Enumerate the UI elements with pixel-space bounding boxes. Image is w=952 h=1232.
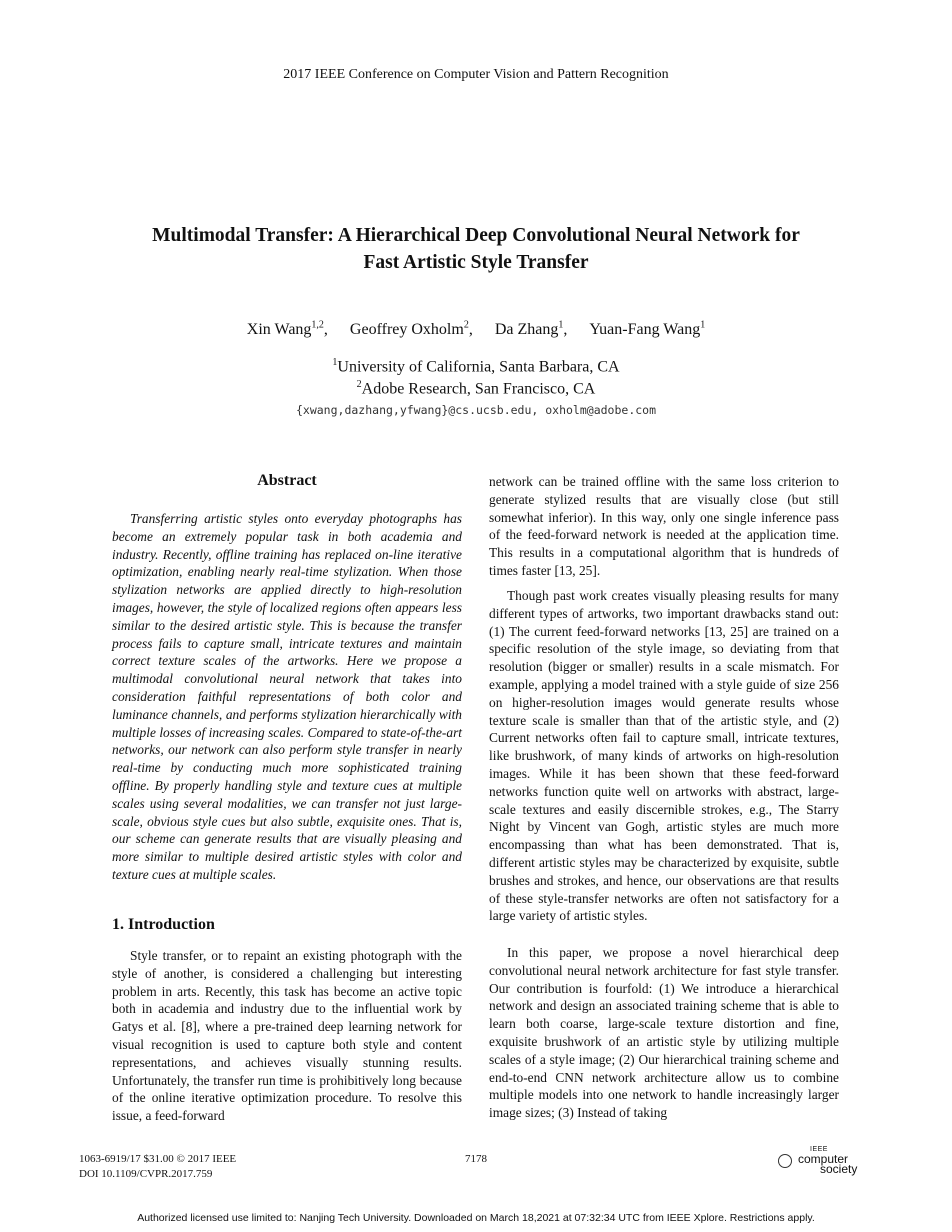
author-emails: {xwang,dazhang,yfwang}@cs.ucsb.edu, oxholm@adobe.com (295, 403, 657, 417)
paragraph-text: network can be trained offline with the same loss criterion to generate stylized results that are visually close (but still somewhat inferior). In this way, only one single inference pass of the feed-forward network is needed at the application time. This results in a computational algorithm that is hundreds of times faster [13, 25]. (489, 474, 839, 578)
logo-computer-text: computer (798, 1152, 849, 1166)
right-column-paragraph-1 (489, 473, 839, 580)
introduction-heading: 1. Introduction (112, 916, 215, 933)
author-affiliation-mark: 1 (700, 320, 706, 331)
author-affiliation-mark: 2 (463, 320, 469, 331)
author-4 (589, 321, 705, 338)
logo-ring-icon (778, 1154, 792, 1168)
author-separator: , (468, 321, 473, 339)
author-list (0, 320, 952, 339)
title-line-1: Multimodal Transfer: A Hierarchical Deep Convolutional Neural Network for (152, 225, 800, 246)
abstract-body (112, 510, 462, 884)
title-line-2: Fast Artistic Style Transfer (363, 252, 589, 273)
author-3 (495, 321, 568, 338)
conference-header: 2017 IEEE Conference on Computer Vision and Pattern Recognition (283, 67, 669, 82)
affiliation-text: University of California, Santa Barbara, CA (337, 358, 620, 376)
abstract-heading: Abstract (257, 472, 317, 489)
affiliation-mark: 2 (356, 379, 362, 390)
author-separator: , (563, 321, 568, 339)
license-notice: Authorized licensed use limited to: Nanjing Tech University. Downloaded on March 18,2021 at 07:32:34 UTC from IEEE Xplore. Restrictions apply. (137, 1212, 815, 1224)
author-name: Da Zhang (494, 321, 559, 339)
footer-price-line: 1063-6919/17 $31.00 © 2017 IEEE (79, 1153, 237, 1165)
affiliation-mark: 1 (332, 357, 338, 368)
footer-doi: DOI 10.1109/CVPR.2017.759 (79, 1168, 213, 1180)
author-2 (350, 321, 473, 338)
author-separator: , (323, 321, 328, 339)
right-column-paragraph-3 (489, 944, 839, 1122)
affiliation-1 (0, 357, 952, 376)
computer-society-logo (778, 1146, 860, 1176)
author-name: Xin Wang (246, 321, 312, 339)
introduction-body (112, 947, 462, 1125)
abstract-paragraph: Transferring artistic styles onto everyday photographs has become an extremely popular task in both academia and industry. Recently, offline training has replaced on-line iterative optimization, enabling nearly real-time stylization. When those stylization networks are applied directly to high-resolution images, however, the style of localized regions often appears less similar to the desired artistic style. This is because the transfer process fails to capture small, intricate textures and maintain correct texture scales of the artworks. Here we propose a multimodal convolutional neural network that takes into consideration faithful representations of both color and luminance channels, and performs stylization hierarchically with multiple losses of increasing scales. Compared to state-of-the-art networks, our network can also perform style transfer in nearly real-time by conducting much more sophisticated training offline. By properly handling style and texture cues at multiple scales using several modalities, we can transfer not just large-scale, obvious style cues but also subtle, exquisite ones. That is, our scheme can generate results that are visually pleasing and more similar to multiple desired artistic styles with color and texture cues at multiple scales. (112, 511, 462, 882)
page-number: 7178 (465, 1153, 487, 1165)
logo-society-text: society (820, 1162, 858, 1176)
logo-ieee-text: IEEE (810, 1146, 828, 1153)
introduction-paragraph-1: Style transfer, or to repaint an existing photograph with the style of another, is considered a challenging but interesting problem in arts. Recently, this task has become an active topic both in academia and industry due to the influential work by Gatys et al. [8], where a pre-trained deep learning network for visual recognition is used to capture both style and content representations, and achieves visually stunning results. Unfortunately, the transfer run time is prohibitively long because of the online iterative optimization procedure. To resolve this issue, a feed-forward (112, 948, 462, 1124)
affiliation-text: Adobe Research, San Francisco, CA (361, 380, 596, 398)
author-affiliation-mark: 1 (558, 320, 564, 331)
author-name: Geoffrey Oxholm (349, 321, 464, 339)
affiliation-2 (0, 379, 952, 398)
author-affiliation-mark: 1,2 (311, 320, 324, 331)
right-column-paragraph-2 (489, 587, 839, 925)
paper-title (90, 222, 862, 276)
author-1 (247, 321, 328, 338)
paragraph-text: In this paper, we propose a novel hierarchical deep convolutional neural network architecture for fast style transfer. Our contribution is fourfold: (1) We introduce a hierarchical network and design an associated training scheme that is able to learn both coarse, large-scale texture distortion and fine, exquisite brushwork of an artistic style by utilizing multiple scales of a style image; (2) Our hierarchical training scheme and end-to-end CNN network architecture allow us to combine multiple models into one network to handle increasingly larger image sizes; (3) Instead of taking (489, 945, 839, 1121)
author-name: Yuan-Fang Wang (589, 321, 701, 339)
paragraph-text: Though past work creates visually pleasing results for many different types of artworks, two important drawbacks stand out: (1) The current feed-forward networks [13, 25] are trained on a specific resolution of the style image, so deviating from that resolution (bigger or smaller) results in a scale mismatch. For example, applying a model trained with a style guide of size 256 on higher-resolution images would generate results whose texture scale is smaller than that of the artistic style, and (2) Current networks often fail to capture small, intricate textures, like brushwork, of many kinds of artworks on high-resolution images. While it has been shown that these feed-forward networks function quite well on artworks with abstract, large-scale textures and easily discernible strokes, e.g., The Starry Night by Vincent van Gogh, artistic styles are much more encompassing than what has been demonstrated. That is, different artistic styles may be characterized by exquisite, subtle brushes and strokes, and hence, our observations are that results of these style-transfer networks are often not satisfactory for a large variety of artistic styles. (489, 588, 839, 924)
